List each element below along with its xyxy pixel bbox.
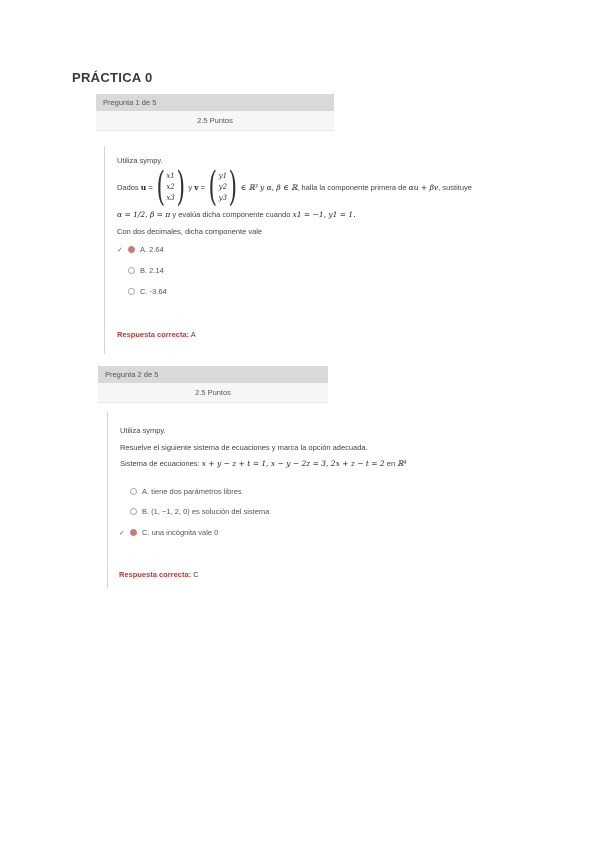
question-points: 2.5 Puntos [96,111,334,131]
question-intro: Utiliza sympy. [117,156,163,165]
v-component: y3 [218,193,228,202]
vector-u-matrix [153,164,189,210]
radio-icon[interactable] [128,267,135,274]
option-c[interactable] [128,287,167,296]
option-a[interactable] [130,487,242,496]
correct-answer [119,570,199,579]
correct-answer [117,330,196,339]
correct-answer-value: A [190,330,196,339]
substitution-values: α = 1/2, β = π [117,210,171,219]
space-membership: ∈ ℝ³ [240,182,258,192]
y-text: y [188,182,193,192]
question-prompt: Con dos decimales, dicha componente vale [117,227,263,236]
vector-v-matrix [205,164,241,210]
option-c[interactable] [119,528,218,537]
right-paren-icon: ) [176,164,185,210]
page-title: PRÁCTICA 0 [72,70,153,85]
check-icon: ✓ [117,246,123,254]
vector-u-symbol: u [140,182,147,192]
option-label: A. 2.64 [140,245,164,254]
v-component: y2 [218,182,228,191]
option-label: C. una incógnita vale 0 [142,528,219,537]
question-number: Pregunta 2 de 5 [98,366,328,383]
system-label: Sistema de ecuaciones: [120,459,200,468]
question-2-body [107,412,560,588]
question-intro: Utiliza sympy. [120,426,166,435]
question-statement-line-1: Resuelve el siguiente sistema de ecuaciones y marca la opción adecuada. [120,443,368,452]
correct-answer-label: Respuesta correcta: [119,570,192,579]
question-points: 2.5 Puntos [98,383,328,403]
option-a[interactable] [117,245,164,254]
option-label: B. 2.14 [140,266,164,275]
statement-text: , halla la componente primera de [297,182,407,192]
dados-text: Dados [117,182,139,192]
check-icon: ✓ [119,529,125,537]
vector-v-symbol: v [194,182,199,192]
right-paren-icon: ) [228,164,238,210]
option-b[interactable] [128,266,164,275]
option-label: A. tiene dos parámetros libres [142,487,242,496]
question-1-header [96,94,334,130]
left-paren-icon: ( [208,164,218,210]
question-statement-line-1 [117,164,472,210]
space-r4: ℝ⁴ [397,459,407,468]
system-equations: x + y − z + t = 1, x − y − 2z = 3, 2x + z − t = 2 [201,459,385,468]
u-component: x3 [166,193,175,202]
correct-answer-label: Respuesta correcta: [117,330,190,339]
v-component: y1 [218,171,228,180]
radio-selected-icon[interactable] [128,246,135,253]
equals-sign: = [200,182,206,192]
statement-end: , sustituye [438,182,472,192]
statement-text: y evalúa dicha componente cuando [172,210,291,219]
en-text: en [386,459,396,468]
question-statement-line-2 [117,210,356,219]
alpha-beta-real: y α, β ∈ ℝ [259,182,298,192]
u-component: x2 [166,182,175,191]
option-label: B. (1, −1, 2, 0) es solución del sistema [142,507,270,516]
option-label: C. -3.64 [140,287,167,296]
option-b[interactable] [130,507,269,516]
radio-icon[interactable] [128,288,135,295]
equals-sign: = [148,182,153,192]
left-paren-icon: ( [156,164,165,210]
linear-combination: αu + βv [408,182,439,192]
radio-selected-icon[interactable] [130,529,137,536]
u-component: x1 [166,171,175,180]
question-2-header [98,366,328,402]
question-1-body [104,146,557,354]
evaluation-condition: x1 = −1, y1 = 1. [292,210,356,219]
question-number: Pregunta 1 de 5 [96,94,334,111]
radio-icon[interactable] [130,488,137,495]
correct-answer-value: C [193,570,199,579]
radio-icon[interactable] [130,508,137,515]
question-statement-line-2 [120,459,406,468]
